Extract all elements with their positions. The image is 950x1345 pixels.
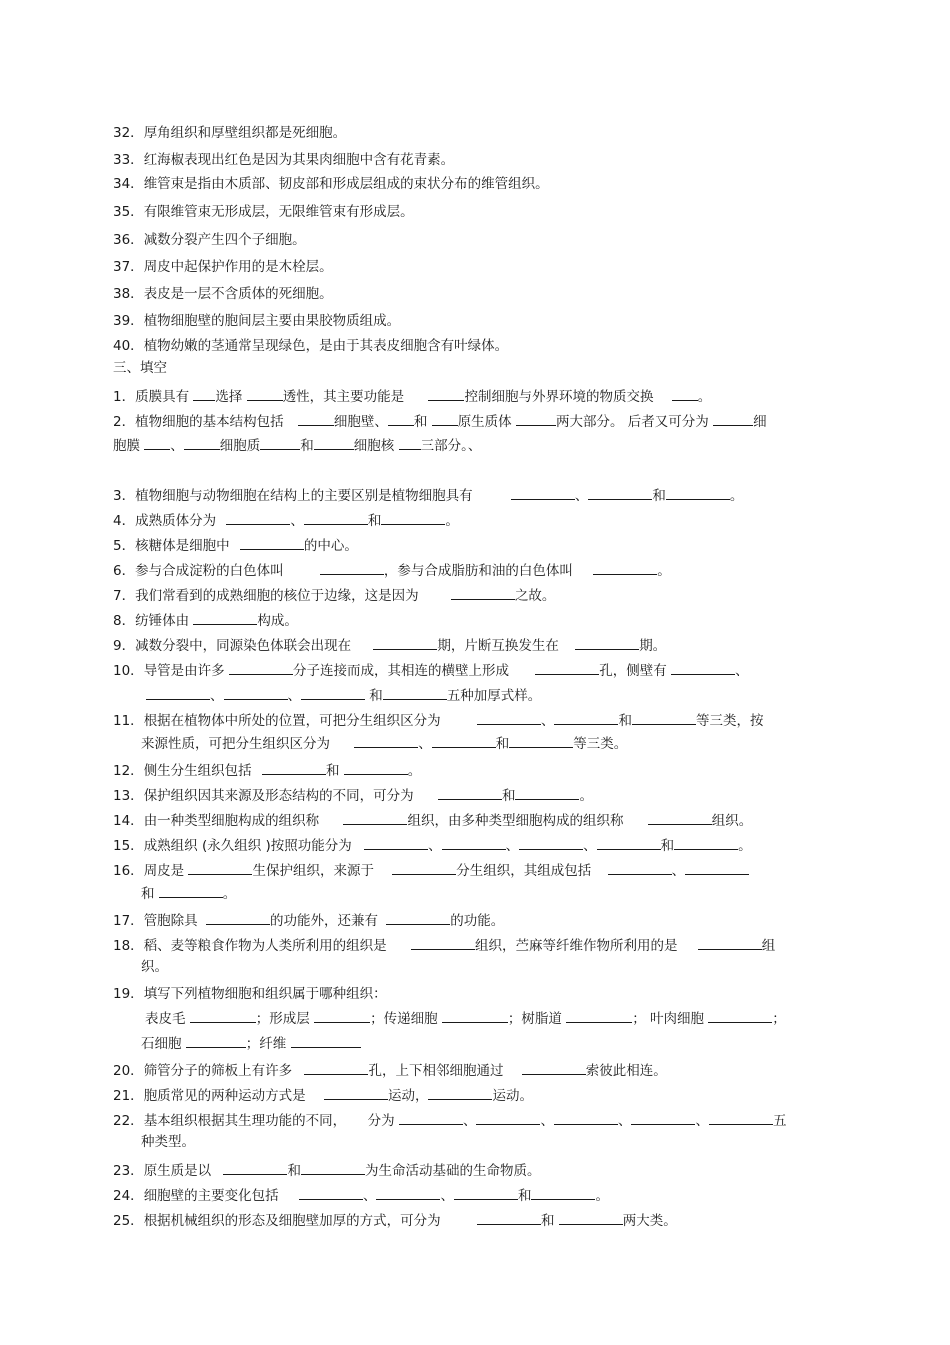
- blank[interactable]: [184, 435, 220, 450]
- blank[interactable]: [399, 1110, 463, 1125]
- blank[interactable]: [224, 685, 288, 700]
- blank[interactable]: [226, 510, 290, 525]
- fill-item-22-cont: 种类型。: [141, 1134, 195, 1150]
- blank[interactable]: [522, 1060, 586, 1075]
- blank[interactable]: [674, 835, 738, 850]
- fill-item-13: 13．保护组织因其来源及形态结构的不同，可分为 和 。: [113, 785, 593, 805]
- blank[interactable]: [428, 1085, 492, 1100]
- fill-item-3: 3．植物细胞与动物细胞在结构上的主要区别是植物细胞具有 、 和 。: [113, 485, 743, 505]
- fill-item-10-cont: 、 、 和 五种加厚式样。: [146, 685, 541, 705]
- blank[interactable]: [511, 485, 575, 500]
- judgement-item: 36．减数分裂产生四个子细胞。: [113, 232, 306, 248]
- fill-item-11-cont: 来源性质，可把分生组织区分为 、 和 等三类。: [141, 733, 627, 753]
- fill-item-4: 4．成熟质体分为 、 和 。: [113, 510, 459, 530]
- blank[interactable]: [451, 585, 515, 600]
- fill-item-2: 2．植物细胞的基本结构包括 细胞壁、 和 原生质体 两大部分。 后者又可分为 细: [113, 411, 767, 431]
- blank[interactable]: [260, 435, 300, 450]
- blank[interactable]: [399, 435, 421, 450]
- blank[interactable]: [229, 660, 293, 675]
- judgement-item: 40．植物幼嫩的茎通常呈现绿色，是由于其表皮细胞含有叶绿体。: [113, 338, 509, 354]
- blank[interactable]: [535, 660, 599, 675]
- blank[interactable]: [509, 733, 573, 748]
- blank[interactable]: [575, 635, 639, 650]
- blank[interactable]: [709, 1110, 773, 1125]
- blank[interactable]: [566, 1008, 632, 1023]
- judgement-item: 33．红海椒表现出红色是因为其果肉细胞中含有花青素。: [113, 152, 455, 168]
- blank[interactable]: [597, 835, 661, 850]
- judgement-item: 35．有限维管束无形成层，无限维管束有形成层。: [113, 204, 414, 220]
- blank[interactable]: [383, 685, 447, 700]
- blank[interactable]: [454, 1185, 518, 1200]
- blank[interactable]: [354, 733, 418, 748]
- fill-item-24: 24．细胞壁的主要变化包括 、 、 和 。: [113, 1185, 609, 1205]
- blank[interactable]: [554, 1110, 618, 1125]
- fill-item-20: 20．筛管分子的筛板上有许多 孔，上下相邻细胞通过 索彼此相连。: [113, 1060, 667, 1080]
- judgement-item: 37．周皮中起保护作用的是木栓层。: [113, 259, 333, 275]
- blank[interactable]: [146, 685, 210, 700]
- blank[interactable]: [299, 1185, 363, 1200]
- fill-item-15: 15．成熟组织 (永久组织 )按照功能分为 、 、 、 和 。: [113, 835, 752, 855]
- blank[interactable]: [193, 386, 215, 401]
- blank[interactable]: [304, 1060, 368, 1075]
- blank[interactable]: [314, 435, 354, 450]
- fill-item-19-cont2: 石细胞 ；纤维: [141, 1033, 361, 1053]
- blank[interactable]: [320, 560, 384, 575]
- blank[interactable]: [438, 785, 502, 800]
- blank[interactable]: [666, 485, 730, 500]
- fill-item-2-cont: 胞膜 、 细胞质 和 细胞核 三部分。、: [113, 435, 481, 455]
- blank[interactable]: [262, 760, 326, 775]
- fill-item-12: 12．侧生分生组织包括 和 。: [113, 760, 421, 780]
- blank[interactable]: [324, 1085, 388, 1100]
- blank[interactable]: [247, 386, 283, 401]
- blank[interactable]: [631, 1110, 695, 1125]
- fill-item-7: 7．我们常看到的成熟细胞的核位于边缘，这是因为 之故。: [113, 585, 555, 605]
- blank[interactable]: [301, 1160, 365, 1175]
- blank[interactable]: [240, 535, 304, 550]
- blank[interactable]: [304, 510, 368, 525]
- judgement-item: 34．维管束是指由木质部、韧皮部和形成层组成的束状分布的维管组织。: [113, 176, 549, 192]
- blank[interactable]: [381, 510, 445, 525]
- fill-item-1: 1．质膜具有 选择 透性，其主要功能是 控制细胞与外界环境的物质交换 。: [113, 386, 711, 406]
- fill-item-25: 25．根据机械组织的形态及细胞壁加厚的方式，可分为 和 两大类。: [113, 1210, 677, 1230]
- blank[interactable]: [515, 785, 579, 800]
- blank[interactable]: [223, 1160, 287, 1175]
- fill-item-10: 10．导管是由许多 分子连接而成，其相连的横壁上形成 孔，侧壁有 、: [113, 660, 749, 680]
- blank[interactable]: [442, 835, 506, 850]
- fill-item-22: 22．基本组织根据其生理功能的不同， 分为 、 、 、 、 五: [113, 1110, 786, 1130]
- fill-item-16: 16．周皮是 生保护组织，来源于 分生组织，其组成包括 、: [113, 860, 749, 880]
- fill-item-16-cont: 和 。: [141, 883, 236, 903]
- blank[interactable]: [708, 1008, 772, 1023]
- blank[interactable]: [428, 386, 464, 401]
- fill-item-6: 6．参与合成淀粉的白色体叫 ，参与合成脂肪和油的白色体叫 。: [113, 560, 671, 580]
- blank[interactable]: [516, 411, 556, 426]
- blank[interactable]: [672, 386, 698, 401]
- blank[interactable]: [314, 1008, 370, 1023]
- fill-item-18: 18．稻、麦等粮食作物为人类所利用的组织是 组织，苎麻等纤维作物所利用的是 组: [113, 935, 775, 955]
- blank[interactable]: [291, 1033, 361, 1048]
- blank[interactable]: [159, 883, 223, 898]
- fill-item-11: 11．根据在植物体中所处的位置，可把分生组织区分为 、 和 等三类，按: [113, 710, 763, 730]
- blank[interactable]: [477, 710, 541, 725]
- blank[interactable]: [593, 560, 657, 575]
- blank[interactable]: [392, 860, 456, 875]
- blank[interactable]: [685, 860, 749, 875]
- blank[interactable]: [713, 411, 753, 426]
- judgement-item: 32．厚角组织和厚壁组织都是死细胞。: [113, 125, 347, 141]
- blank[interactable]: [477, 1210, 541, 1225]
- fill-item-19-cont: 表皮毛 ；形成层 ；传递细胞 ；树脂道 ； 叶肉细胞 ；: [145, 1008, 786, 1028]
- blank[interactable]: [376, 1185, 440, 1200]
- blank[interactable]: [190, 1008, 256, 1023]
- section-title: 三、填空: [113, 360, 167, 376]
- blank[interactable]: [432, 733, 496, 748]
- fill-item-21: 21．胞质常见的两种运动方式是 运动， 运动。: [113, 1085, 533, 1105]
- blank[interactable]: [632, 710, 696, 725]
- judgement-item: 39．植物细胞壁的胞间层主要由果胶物质组成。: [113, 313, 401, 329]
- blank[interactable]: [411, 935, 475, 950]
- blank[interactable]: [344, 760, 408, 775]
- blank[interactable]: [588, 485, 652, 500]
- blank[interactable]: [373, 635, 437, 650]
- blank[interactable]: [531, 1185, 595, 1200]
- fill-item-17: 17．管胞除具 的功能外，还兼有 的功能。: [113, 910, 504, 930]
- blank[interactable]: [144, 435, 170, 450]
- blank[interactable]: [388, 411, 414, 426]
- fill-item-14: 14．由一种类型细胞构成的组织称 组织，由多种类型细胞构成的组织称 组织。: [113, 810, 752, 830]
- blank[interactable]: [206, 910, 270, 925]
- judgement-item: 38．表皮是一层不含质体的死细胞。: [113, 286, 333, 302]
- blank[interactable]: [554, 710, 618, 725]
- blank[interactable]: [442, 1008, 508, 1023]
- fill-item-8: 8．纺锤体由 构成。: [113, 610, 298, 630]
- blank[interactable]: [698, 935, 762, 950]
- blank[interactable]: [193, 610, 257, 625]
- blank[interactable]: [298, 411, 334, 426]
- fill-item-18-cont: 织。: [141, 959, 168, 975]
- blank[interactable]: [432, 411, 458, 426]
- blank[interactable]: [608, 860, 672, 875]
- blank[interactable]: [186, 1033, 246, 1048]
- blank[interactable]: [301, 685, 365, 700]
- blank[interactable]: [559, 1210, 623, 1225]
- blank[interactable]: [343, 810, 407, 825]
- blank[interactable]: [671, 660, 735, 675]
- blank[interactable]: [364, 835, 428, 850]
- blank[interactable]: [648, 810, 712, 825]
- blank[interactable]: [476, 1110, 540, 1125]
- fill-item-19: 19．填写下列植物细胞和组织属于哪种组织：: [113, 986, 387, 1002]
- fill-item-9: 9．减数分裂中，同源染色体联会出现在 期，片断互换发生在 期。: [113, 635, 666, 655]
- fill-item-23: 23．原生质是以 和 为生命活动基础的生命物质。: [113, 1160, 540, 1180]
- blank[interactable]: [188, 860, 252, 875]
- blank[interactable]: [519, 835, 583, 850]
- blank[interactable]: [386, 910, 450, 925]
- fill-item-5: 5．核糖体是细胞中 的中心。: [113, 535, 358, 555]
